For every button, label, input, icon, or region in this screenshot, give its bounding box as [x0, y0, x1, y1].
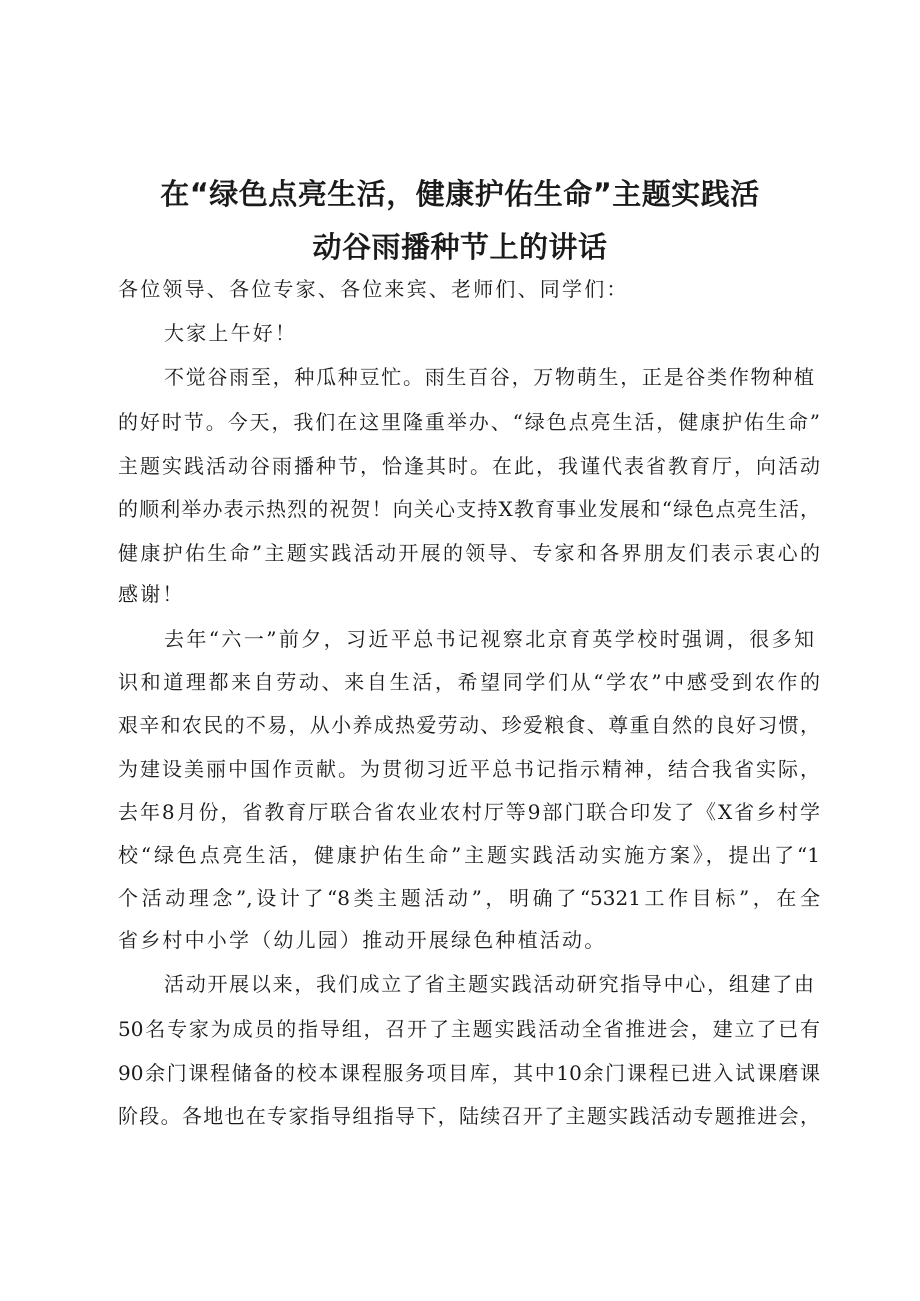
- greeting: 大家上午好！: [164, 321, 298, 345]
- paragraph-2-line: 识和道理都来自劳动、来自生活，希望同学们从“学农”中感受到农作的: [118, 670, 820, 694]
- paragraph-1-line: 健康护佑生命”主题实践活动开展的领导、专家和各界朋友们表示衷心的: [118, 541, 820, 565]
- paragraph-2-line: 为建设美丽中国作贡献。为贯彻习近平总书记指示精神，结合我省实际，: [118, 757, 820, 781]
- document-title-line-2: 动谷雨播种节上的讲话: [312, 230, 608, 264]
- paragraph-1-line: 主题实践活动谷雨播种节，恰逢其时。在此，我谨代表省教育厅，向活动: [118, 454, 820, 478]
- paragraph-3-line: 90余门课程储备的校本课程服务项目库，其中10余门课程已进入试课磨课: [118, 1061, 820, 1085]
- paragraph-1-line: 的好时节。今天，我们在这里隆重举办、“绿色点亮生活，健康护佑生命”: [118, 410, 820, 434]
- paragraph-1-line: 感谢！: [118, 582, 185, 606]
- paragraph-1-line: 的顺利举办表示热烈的祝贺！向关心支持X教育事业发展和“绿色点亮生活，: [118, 497, 820, 521]
- paragraph-2-line: 校“绿色点亮生活，健康护佑生命”主题实践活动实施方案》，提出了“1: [118, 843, 820, 867]
- document-title-line-1: 在“绿色点亮生活，健康护佑生命”主题实践活: [160, 177, 760, 211]
- paragraph-2-line: 个活动理念”,设计了“8类主题活动”，明确了“5321工作目标”，在全: [118, 886, 820, 910]
- paragraph-2-line: 省乡村中小学（幼儿园）推动开展绿色种植活动。: [118, 928, 607, 952]
- paragraph-2-line: 艰辛和农民的不易，从小养成热爱劳动、珍爱粮食、尊重自然的良好习惯，: [118, 713, 820, 737]
- salutation: 各位领导、各位专家、各位来宾、老师们、同学们：: [118, 277, 629, 301]
- paragraph-2-line: 去年8月份，省教育厅联合省农业农村厅等9部门联合印发了《X省乡村学: [118, 800, 820, 824]
- paragraph-3-line: 50名专家为成员的指导组，召开了主题实践活动全省推进会，建立了已有: [118, 1017, 820, 1041]
- paragraph-2-line: 去年“六一”前夕，习近平总书记视察北京育英学校时强调，很多知: [164, 627, 814, 651]
- paragraph-3-line: 阶段。各地也在专家指导组指导下，陆续召开了主题实践活动专题推进会，: [118, 1104, 820, 1128]
- paragraph-1-line: 不觉谷雨至，种瓜种豆忙。雨生百谷，万物萌生，正是谷类作物种植: [164, 365, 814, 389]
- paragraph-3-line: 活动开展以来，我们成立了省主题实践活动研究指导中心，组建了由: [164, 972, 814, 996]
